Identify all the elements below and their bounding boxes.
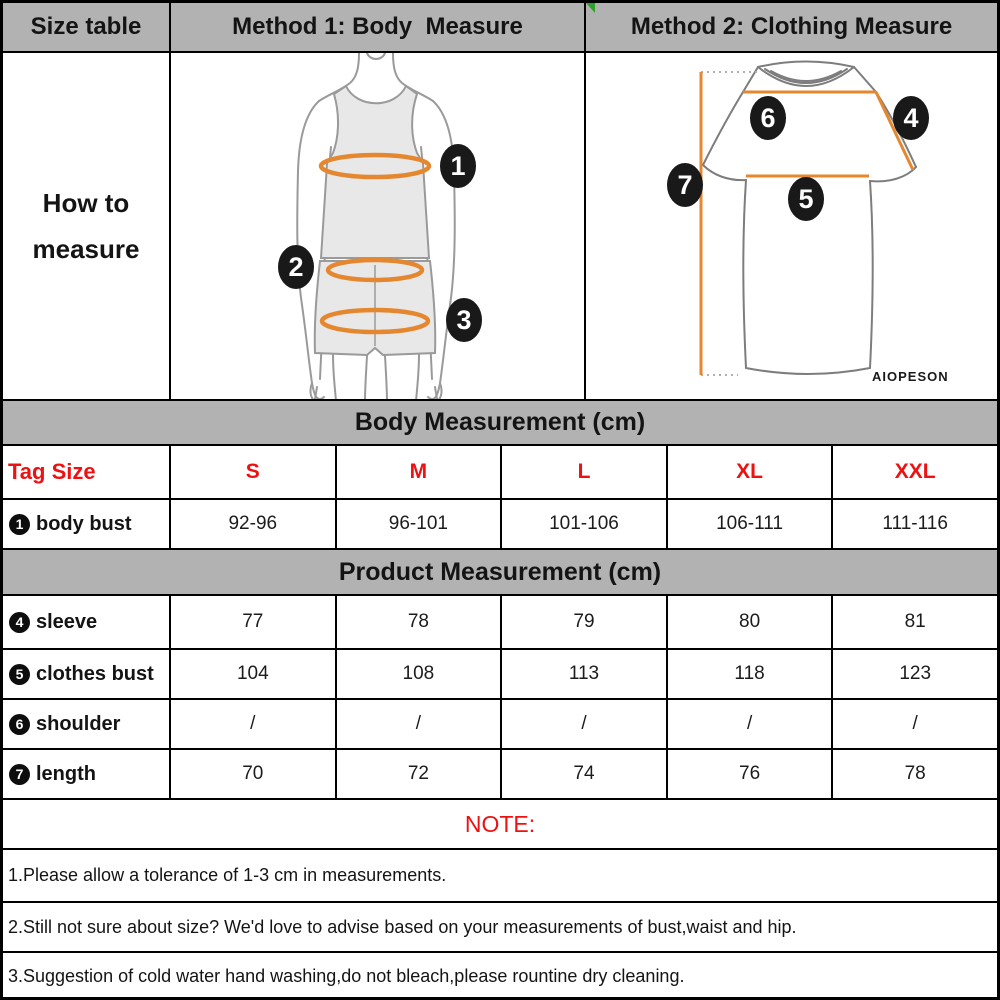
header-size-table: Size table xyxy=(3,3,171,51)
cell-value: / xyxy=(171,700,337,748)
cell-value: 70 xyxy=(171,750,337,798)
marker-bust-5: 5 xyxy=(788,177,824,221)
note-text-2: 2.Still not sure about size? We'd love to advise based on your measurements of bust,waist and hip. xyxy=(3,903,997,951)
how-to-measure-row xyxy=(3,53,997,401)
circled-number: 1 xyxy=(9,514,30,535)
size-xl: XL xyxy=(668,446,834,498)
marker-hip-3: 3 xyxy=(446,298,482,342)
note-title: NOTE: xyxy=(3,800,997,848)
circled-number: 6 xyxy=(9,714,30,735)
size-l: L xyxy=(502,446,668,498)
how-to-measure-label xyxy=(3,53,171,399)
cell-value: 106-111 xyxy=(668,500,834,548)
cell-value: 80 xyxy=(668,596,834,648)
size-m: M xyxy=(337,446,503,498)
table-row-body-bust xyxy=(3,500,997,550)
note-row-1 xyxy=(3,850,997,903)
header-method2 xyxy=(586,3,997,51)
table-row-length xyxy=(3,750,997,800)
cell-value: 79 xyxy=(502,596,668,648)
row-label xyxy=(3,700,171,748)
table-row-sleeve xyxy=(3,596,997,650)
cell-value: 113 xyxy=(502,650,668,698)
marker-length-7: 7 xyxy=(667,163,703,207)
cell-value: 96-101 xyxy=(337,500,503,548)
cell-value: 72 xyxy=(337,750,503,798)
cell-value: 111-116 xyxy=(833,500,997,548)
cell-value: 101-106 xyxy=(502,500,668,548)
body-measurement-title: Body Measurement (cm) xyxy=(3,401,997,444)
marker-waist-2: 2 xyxy=(278,245,314,289)
product-measurement-title-row xyxy=(3,550,997,596)
cell-value: 81 xyxy=(833,596,997,648)
row-label xyxy=(3,650,171,698)
table-row-shoulder xyxy=(3,700,997,750)
cell-value: 118 xyxy=(668,650,834,698)
how-to-line1: How to xyxy=(42,188,130,218)
note-row-3 xyxy=(3,953,997,1000)
cell-value: 76 xyxy=(668,750,834,798)
cell-value: 77 xyxy=(171,596,337,648)
row-label-text: length xyxy=(36,762,96,785)
body-measure-illustration xyxy=(171,53,586,399)
cell-value: / xyxy=(833,700,997,748)
row-label xyxy=(3,750,171,798)
brand-text: AIOPESON xyxy=(872,369,949,384)
cell-value: / xyxy=(502,700,668,748)
cell-value: / xyxy=(337,700,503,748)
corner-flag-mark xyxy=(586,3,595,13)
note-row-2 xyxy=(3,903,997,953)
row-label-text: shoulder xyxy=(36,712,121,735)
header-method2-text: Method 2: Clothing Measure xyxy=(630,13,953,40)
tag-size-row xyxy=(3,446,997,500)
note-text-3: 3.Suggestion of cold water hand washing,do not bleach,please rountine dry cleaning. xyxy=(3,953,997,1000)
marker-shoulder-6: 6 xyxy=(750,96,786,140)
marker-bust-1: 1 xyxy=(440,144,476,188)
cell-value: 78 xyxy=(337,596,503,648)
cell-value: 92-96 xyxy=(171,500,337,548)
marker-sleeve-4: 4 xyxy=(893,96,929,140)
body-figure-drawing xyxy=(171,53,586,399)
row-label-text: body bust xyxy=(36,512,132,535)
cell-value: 123 xyxy=(833,650,997,698)
tshirt-drawing xyxy=(586,53,997,399)
table-row-clothes-bust xyxy=(3,650,997,700)
product-measurement-title: Product Measurement (cm) xyxy=(3,550,997,594)
header-row xyxy=(3,3,997,53)
cell-value: 104 xyxy=(171,650,337,698)
size-s: S xyxy=(171,446,337,498)
cell-value: 74 xyxy=(502,750,668,798)
header-method1: Method 1: Body Measure xyxy=(171,3,586,51)
note-text-1: 1.Please allow a tolerance of 1-3 cm in measurements. xyxy=(3,850,997,901)
cell-value: 78 xyxy=(833,750,997,798)
circled-number: 5 xyxy=(9,664,30,685)
cell-value: / xyxy=(668,700,834,748)
how-to-line2: measure xyxy=(32,234,140,264)
body-measurement-title-row xyxy=(3,401,997,446)
row-label xyxy=(3,500,171,548)
tag-size-label: Tag Size xyxy=(3,446,171,498)
size-xxl: XXL xyxy=(833,446,997,498)
clothing-measure-illustration xyxy=(586,53,997,399)
circled-number: 7 xyxy=(9,764,30,785)
row-label-text: clothes bust xyxy=(36,662,154,685)
circled-number: 4 xyxy=(9,612,30,633)
row-label-text: sleeve xyxy=(36,610,98,633)
cell-value: 108 xyxy=(337,650,503,698)
note-title-row xyxy=(3,800,997,850)
row-label xyxy=(3,596,171,648)
